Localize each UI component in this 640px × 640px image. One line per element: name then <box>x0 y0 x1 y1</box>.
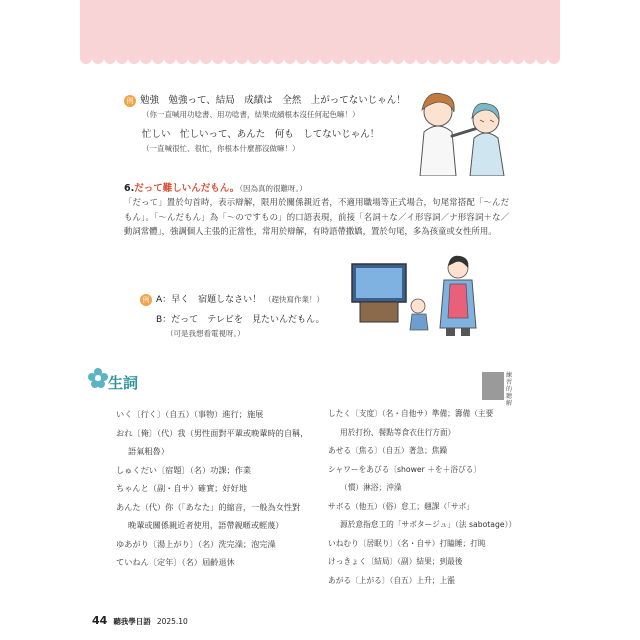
tv-illustration <box>346 254 506 338</box>
example-1-translation <box>142 108 360 122</box>
vocab-item: （慣）淋浴；沖澡 <box>340 483 402 492</box>
example-2-cn: （一直喊很忙、很忙，你根本什麼都沒做嘛！） <box>142 144 300 153</box>
vocab-item: 用於打扮、餐點等食衣住行方面） <box>340 427 456 437</box>
side-tab-label: 練習的聽解 <box>506 372 513 407</box>
vocab-item: したく〔支度〕（名・自他サ）準備；籌備（主要 <box>328 409 494 418</box>
vocab-item: あがる〔上がる〕（自五）上升；上漲 <box>328 575 455 585</box>
vocab-item: あんた（代）你（「あなた」的縮音，一般為女性對 <box>116 501 301 512</box>
vocab-item: 源於意指怠工的「サボタージュ」（法 sabotage）） <box>340 520 517 529</box>
example-1-jp: 勉強 勉強って、結局 成績は 全然 上がってないじゃん！ <box>140 95 406 106</box>
section-6-paragraph: 「だって」置於句首時，表示辯解，限用於關係親近者，不適用職場等正式場合，句尾常搭配「～んだもん」。「～んだもん」為「～のですもの」的口語表現，前接「名詞＋な／イ形容詞／ナ形容詞＋な／動詞常體」，強調個人主張的正當性，常用於辯解，有時語帶撒嬌，置於句尾，多為孩童或女性所用。 <box>124 197 509 236</box>
example-1-cn: （你一直喊用功唸書、用功唸書，結果成績根本沒任何起色嘛！） <box>142 110 360 119</box>
vocab-item: いねむり〔居眠り〕（名・自サ）打瞌睡；打盹 <box>328 538 486 548</box>
dialog-a-jp: A：早く 宿題しなさい！ <box>156 295 262 305</box>
magazine-name: 聽我學日語 <box>113 617 151 626</box>
vocab-right-column <box>328 405 516 590</box>
example-2-translation <box>142 142 300 156</box>
side-tab-box <box>482 372 504 400</box>
flower-icon <box>88 368 108 388</box>
vocab-item: ていねん〔定年〕（名）屆齡退休 <box>116 557 235 567</box>
vocab-item: おれ〔俺〕（代）我（男性面對平輩或晚輩時的自稱， <box>116 427 309 438</box>
scallop-border <box>80 52 560 64</box>
vocab-item: サボる（他五）（俗）怠工；翹課（「サボ」 <box>328 501 475 511</box>
dialog-a <box>140 294 324 306</box>
dialog-b-translation <box>166 328 245 340</box>
vocab-item: シャワーをあびる〔shower ＋を＋浴びる〕 <box>328 464 482 474</box>
page-footer <box>92 614 188 627</box>
dialog-a-cn: （趕快寫作業！） <box>264 295 325 304</box>
magazine-page <box>80 0 560 640</box>
vocab-item: 語氣粗魯） <box>128 446 169 456</box>
example-label-icon: 例 <box>124 95 136 107</box>
vocab-item: けっきょく〔結局〕（副）結果；到最後 <box>328 557 463 566</box>
vocab-title: 生詞 <box>108 374 139 392</box>
nurse-illustration <box>400 76 510 176</box>
page-number: 44 <box>92 614 108 627</box>
vocab-item: 晚輩或關係親近者使用，語帶親暱或輕蔑） <box>128 520 284 530</box>
vocab-item: あせる〔焦る〕（自五）著急；焦躁 <box>328 446 448 455</box>
vocab-item: ゆあがり〔湯上がり〕（名）洗完澡；泡完澡 <box>116 538 276 549</box>
dialog-b <box>156 314 325 326</box>
dialog-b-cn: （可是我想看電視呀。） <box>166 329 245 338</box>
example-2-jp: 忙しい 忙しいって、あんた 何も してないじゃん！ <box>142 129 380 140</box>
vocab-item: ちゃんと（副・自サ）確實；好好地 <box>116 483 248 493</box>
example-1 <box>124 94 406 108</box>
section-6-number: 6. <box>124 183 135 194</box>
section-6-phrase: だって難しいんだもん。 <box>134 183 240 194</box>
vocab-item: いく〔行く〕（自五）（事物）進行；施展 <box>116 409 264 419</box>
top-banner <box>80 0 560 58</box>
example-2 <box>142 128 379 142</box>
section-6-heading <box>124 180 307 194</box>
section-6-note: （因為真的很難呀。） <box>239 184 307 193</box>
dialog-b-jp: B：だって テレビを 見たいんだもん。 <box>156 315 325 325</box>
issue-date: 2025.10 <box>156 617 188 626</box>
vocab-item: しゅくだい〔宿題〕（名）功課；作業 <box>116 464 252 475</box>
dialog-label-icon: 例 <box>140 294 152 306</box>
vocab-left-column <box>116 405 308 572</box>
